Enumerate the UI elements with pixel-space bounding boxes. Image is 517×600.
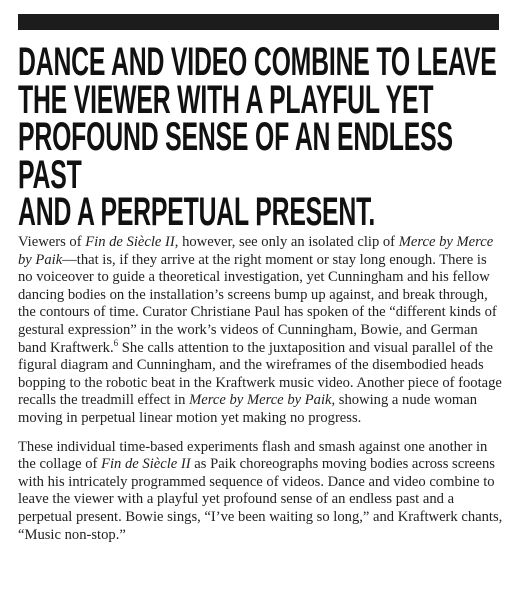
text-run: Viewers of [18,234,86,250]
pull-quote-heading [18,40,499,234]
text-run: She calls attention to the juxtaposition and visual parallel of the figural diagram and Cunningham, and the wireframes of the disembodied heads bopping to the robotic beat in the Kraftwerk music video. Another piece of footage recalls the treadmill effect in [18,339,502,409]
pull-quote-line-1: DANCE AND VIDEO COMBINE TO LEAVE [18,40,497,84]
text-run: —that is, if they arrive at the right moment or stay long enough. There is no voiceover to guide a theoretical investigation, yet Cunningham and his fellow dancing bodies on the installation’s screens bump up against, and break through, the contours of time. Curator Christiane Paul has spoken of the “different kinds of gestural expression” in the work’s videos of Cunningham, Bowie, and German band Kraftwerk. [18,251,497,356]
artwork-title: Fin de Siècle II [85,234,175,250]
text-run: , showing a nude woman moving in perpetual linear motion yet making no progress. [18,392,477,426]
artwork-title: Fin de Siècle II [101,456,191,473]
pull-quote-line-3: PROFOUND SENSE OF AN ENDLESS PAST [18,115,453,197]
footnote-marker[interactable]: 6 [113,337,119,348]
artwork-title: Merce by Merce by Paik [18,234,494,268]
pull-quote-line-4: AND A PERPETUAL PRESENT. [18,190,376,234]
paragraph-1 [18,234,503,428]
text-run: , however, see only an isolated clip of [174,234,399,250]
top-divider-bar [18,14,499,30]
artwork-title: Merce by Merce by Paik [189,392,332,409]
paragraph-2 [18,439,503,545]
text-run: as Paik choreographs moving bodies across screens with his intricately programmed sequence of videos. Dance and video combine to leave the viewer with a playful yet profound sense of an endless past and a perpetual present. Bowie sings, “I’ve been waiting so long,” and Kraftwerk chants, “Music non-stop.” [18,456,503,543]
text-run: These individual time-based experiments flash and smash against one another in the collage of [18,438,488,473]
pull-quote-line-2: THE VIEWER WITH A PLAYFUL YET [18,77,434,122]
article-body [18,234,503,554]
